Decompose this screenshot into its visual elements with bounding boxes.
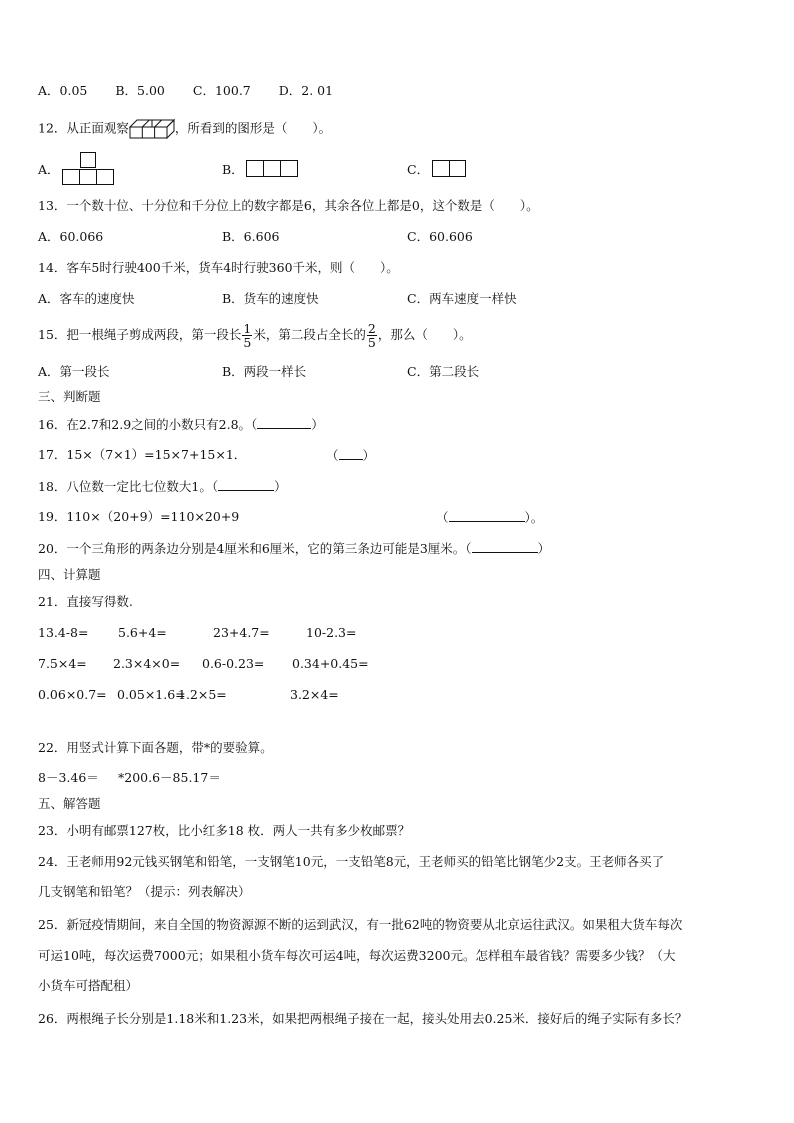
q20-text: 20．一个三角形的两条边分别是4厘米和6厘米，它的第三条边可能是3厘米。（	[38, 541, 472, 556]
q26-stem: 26．两根绳子长分别是1.18米和1.23米，如果把两根绳子接在一起，接头处用去0.25米．接好后的绳子实际有多长？	[38, 1011, 688, 1026]
q18-text: 18．八位数一定比七位数大1。（	[38, 479, 219, 494]
q21-row-2-item-4: 0.34+0.45=	[292, 656, 369, 671]
q12-option-a-label: A．	[38, 162, 60, 177]
q15-option-a: A．第一段长	[38, 364, 110, 379]
cube-3d-icon	[129, 119, 175, 139]
q11-option-d: D．2. 01	[278, 83, 334, 98]
q13-option-c: C．60.606	[407, 229, 473, 244]
q22-title: 22．用竖式计算下面各题，带*的要验算。	[38, 740, 273, 755]
q14-option-b: B．货车的速度快	[222, 291, 319, 306]
q15-fraction-1-numerator: 1	[243, 321, 252, 336]
q21-row-3-item-2: 0.05×1.6=	[117, 687, 186, 702]
q21-title: 21．直接写得数.	[38, 594, 133, 609]
q15-fraction-1	[242, 322, 252, 349]
q21-row-1-item-4: 10-2.3=	[306, 625, 357, 640]
q12-option-b-figure	[246, 160, 298, 177]
q15-text-2: 米，第二段占全长的	[253, 327, 366, 342]
q15-fraction-2-denominator: 5	[367, 335, 376, 350]
q21-row-3-item-1: 0.06×0.7=	[38, 687, 107, 702]
q15-fraction-1-denominator: 5	[243, 335, 252, 350]
q11-options	[38, 83, 333, 99]
q23-stem: 23．小明有邮票127枚，比小红多18 枚．两人一共有多少枚邮票？	[38, 823, 411, 838]
q21-row-3-item-4: 3.2×4=	[290, 687, 339, 702]
q14-option-c: C．两车速度一样快	[407, 291, 517, 306]
q20-close: ）	[537, 541, 551, 556]
q15-text-1: 15．把一根绳子剪成两段，第一段长	[38, 327, 242, 342]
q14-stem: 14．客车5时行驶400千米，货车4时行驶360千米，则（ ）。	[38, 260, 399, 275]
q25-line-1: 25．新冠疫情期间，来自全国的物资源源不断的运到武汉，有一批62吨的物资要从北京运往武汉。如果租大货车每次	[38, 917, 683, 932]
q15-option-b: B．两段一样长	[222, 364, 307, 379]
q16-answer-blank[interactable]	[257, 416, 311, 429]
q16-close: ）	[311, 417, 324, 432]
q19-text: 19．110×（20+9）=110×20+9	[38, 509, 240, 524]
q22-expression-2: *200.6－85.17＝	[118, 770, 221, 785]
q12-option-b-label: B．	[222, 162, 244, 177]
q12-option-a-figure	[62, 152, 114, 188]
q17-open: （	[326, 448, 339, 463]
q19-answer	[436, 509, 543, 526]
q22-expression-1: 8－3.46＝	[38, 770, 99, 785]
q11-option-a: A．0.05	[38, 83, 88, 98]
q15-text-3: ，那么（ ）。	[377, 327, 472, 342]
q17-answer-blank[interactable]	[339, 447, 363, 460]
q21-row-2-item-3: 0.6-0.23=	[202, 656, 265, 671]
q15-stem	[38, 322, 472, 349]
q19-stem	[38, 509, 239, 525]
q25-line-2: 可运10吨，每次运费7000元；如果租小货车每次可运4吨，每次运费3200元。怎样租车最省钱？需要多少钱？（大	[38, 948, 676, 963]
q17-stem	[38, 447, 246, 463]
q21-row-2-item-1: 7.5×4=	[38, 656, 87, 671]
q21-row-1-item-1: 13.4-8=	[38, 625, 89, 640]
q21-row-3-item-3: 1.2×5=	[178, 687, 227, 702]
q13-option-b: B．6.606	[222, 229, 280, 244]
q25-line-3: 小货车可搭配租）	[38, 978, 139, 993]
q11-option-c: C．100.7	[192, 83, 251, 98]
q20-answer-blank[interactable]	[472, 540, 538, 553]
q19-close: ）。	[524, 510, 544, 525]
q17-text: 17．15×（7×1）=15×7+15×1．	[38, 447, 247, 462]
q16-stem	[38, 416, 324, 433]
section-3-heading: 三、判断题	[38, 389, 101, 404]
q19-answer-blank[interactable]	[449, 509, 525, 522]
q12-option-c-label: C．	[407, 162, 430, 177]
q15-fraction-2-numerator: 2	[367, 321, 376, 336]
q21-row-2-item-2: 2.3×4×0=	[113, 656, 181, 671]
q15-option-c: C．第二段长	[407, 364, 480, 379]
q24-line-1: 24．王老师用92元钱买钢笔和铅笔，一支钢笔10元，一支铅笔8元，王老师买的铅笔比钢笔少2支。王老师各买了	[38, 854, 665, 869]
q21-row-1-item-2: 5.6+4=	[118, 625, 167, 640]
q15-fraction-2	[367, 322, 377, 349]
q13-option-a: A．60.066	[38, 229, 104, 244]
q12-suffix: ，所看到的图形是（ ）。	[174, 120, 332, 136]
q12-prefix: 12．从正面观察	[38, 120, 129, 136]
q13-stem: 13．一个数十位、十分位和千分位上的数字都是6，其余各位上都是0，这个数是（ ）。	[38, 198, 539, 213]
q24-line-2: 几支钢笔和铅笔？（提示：列表解决）	[38, 884, 251, 899]
q18-stem	[38, 478, 287, 495]
q20-stem	[38, 540, 550, 557]
q11-option-b: B．5.00	[115, 83, 165, 98]
q12-stem	[38, 119, 331, 139]
q21-row-1-item-3: 23+4.7=	[213, 625, 270, 640]
section-5-heading: 五、解答题	[38, 796, 101, 811]
q12-cube-figure	[129, 119, 175, 139]
q19-open: （	[436, 510, 449, 525]
q18-close: ）	[274, 479, 287, 494]
section-4-heading: 四、计算题	[38, 567, 101, 582]
q17-close: ）	[362, 448, 376, 463]
q17-answer	[326, 447, 375, 464]
q14-option-a: A．客车的速度快	[38, 291, 135, 306]
q16-text: 16．在2.7和2.9之间的小数只有2.8。（	[38, 417, 258, 432]
q12-option-c-figure	[432, 160, 466, 177]
q18-answer-blank[interactable]	[218, 478, 274, 491]
